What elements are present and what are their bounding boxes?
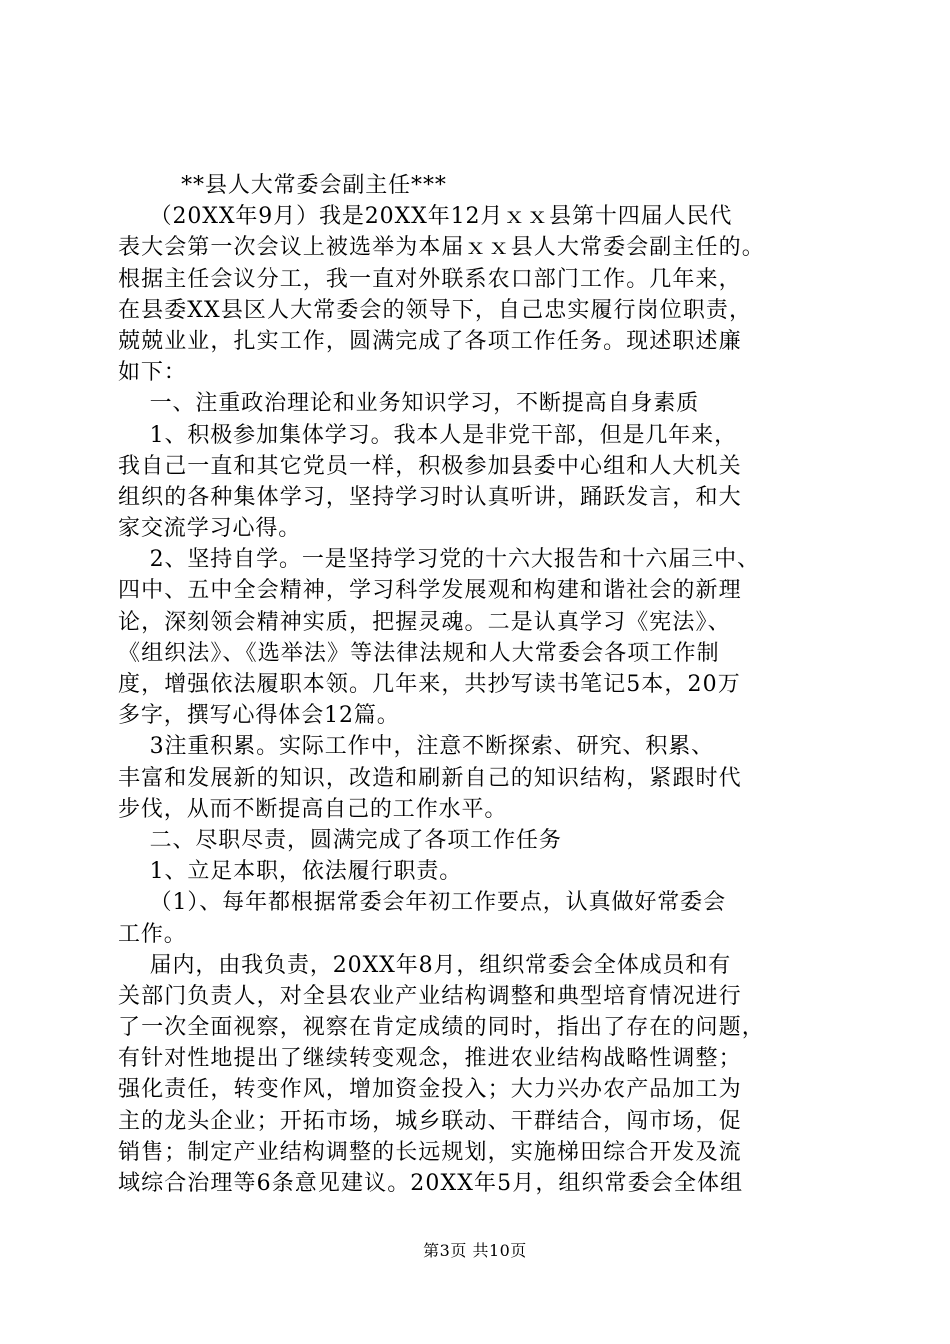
text-line: 有针对性地提出了继续转变观念，推进农业结构战略性调整； bbox=[118, 1046, 742, 1072]
document-body bbox=[118, 170, 833, 1199]
text-line: 强化责任，转变作风，增加资金投入；大力兴办农产品加工为 bbox=[118, 1077, 742, 1103]
text-line: 了一次全面视察，视察在肯定成绩的同时，指出了存在的问题， bbox=[118, 1015, 765, 1041]
text-line: 度，增强依法履职本领。几年来，共抄写读书笔记5本，20万 bbox=[118, 672, 741, 697]
text-line: 表大会第一次会议上被选举为本届ｘｘ县人大常委会副主任的。 bbox=[118, 235, 765, 261]
text-line: 销售；制定产业结构调整的长远规划，实施梯田综合开发及流 bbox=[118, 1139, 742, 1165]
text-line: 如下： bbox=[118, 360, 187, 386]
section-heading: 二、尽职尽责，圆满完成了各项工作任务 bbox=[118, 827, 562, 853]
text-line: 丰富和发展新的知识，改造和刷新自己的知识结构，紧跟时代 bbox=[118, 765, 742, 791]
text-line: 家交流学习心得。 bbox=[118, 516, 302, 542]
text-line: 在县委XX县区人大常委会的领导下，自己忠实履行岗位职责， bbox=[118, 297, 753, 323]
text-line: 主的龙头企业；开拓市场，城乡联动、干群结合，闯市场，促 bbox=[118, 1108, 742, 1134]
text-line: 多字，撰写心得体会12篇。 bbox=[118, 703, 400, 729]
text-line: 论，深刻领会精神实质，把握灵魂。二是认真学习《宪法》、 bbox=[118, 609, 731, 635]
text-line: 组织的各种集体学习，坚持学习时认真听讲，踊跃发言，和大 bbox=[118, 484, 742, 510]
text-line: 兢兢业业，扎实工作，圆满完成了各项工作任务。现述职述廉 bbox=[118, 328, 742, 354]
text-line: 1、立足本职，依法履行职责。 bbox=[118, 859, 463, 885]
text-line: 关部门负责人，对全县农业产业结构调整和典型培育情况进行 bbox=[118, 983, 742, 1009]
section-heading: 一、注重政治理论和业务知识学习，不断提高自身素质 bbox=[118, 391, 700, 417]
text-line: 域综合治理等6条意见建议。20XX年5月，组织常委会全体组 bbox=[118, 1171, 744, 1196]
document-title: **县人大常委会副主任*** bbox=[118, 173, 447, 198]
text-line: 1、积极参加集体学习。我本人是非党干部，但是几年来， bbox=[118, 422, 737, 448]
text-line: 届内，由我负责，20XX年8月，组织常委会全体成员和有 bbox=[118, 952, 732, 978]
text-line: 3注重积累。实际工作中，注意不断探索、研究、积累、 bbox=[118, 734, 715, 760]
text-line: （1）、每年都根据常委会年初工作要点，认真做好常委会 bbox=[118, 890, 726, 916]
text-line: 工作。 bbox=[118, 921, 187, 947]
text-line: 根据主任会议分工，我一直对外联系农口部门工作。几年来， bbox=[118, 266, 742, 292]
text-line: 《组织法》、《选举法》等法律法规和人大常委会各项工作制 bbox=[118, 640, 720, 666]
text-line: 我自己一直和其它党员一样，积极参加县委中心组和人大机关 bbox=[118, 453, 742, 479]
text-line: 步伐，从而不断提高自己的工作水平。 bbox=[118, 796, 508, 822]
text-line: 四中、五中全会精神，学习科学发展观和构建和谐社会的新理 bbox=[118, 578, 742, 604]
text-line: （20XX年9月）我是20XX年12月ｘｘ县第十四届人民代 bbox=[118, 204, 733, 230]
page-footer: 第3页 共10页 bbox=[423, 1241, 527, 1260]
text-line: 2、坚持自学。一是坚持学习党的十六大报告和十六届三中、 bbox=[118, 547, 760, 573]
